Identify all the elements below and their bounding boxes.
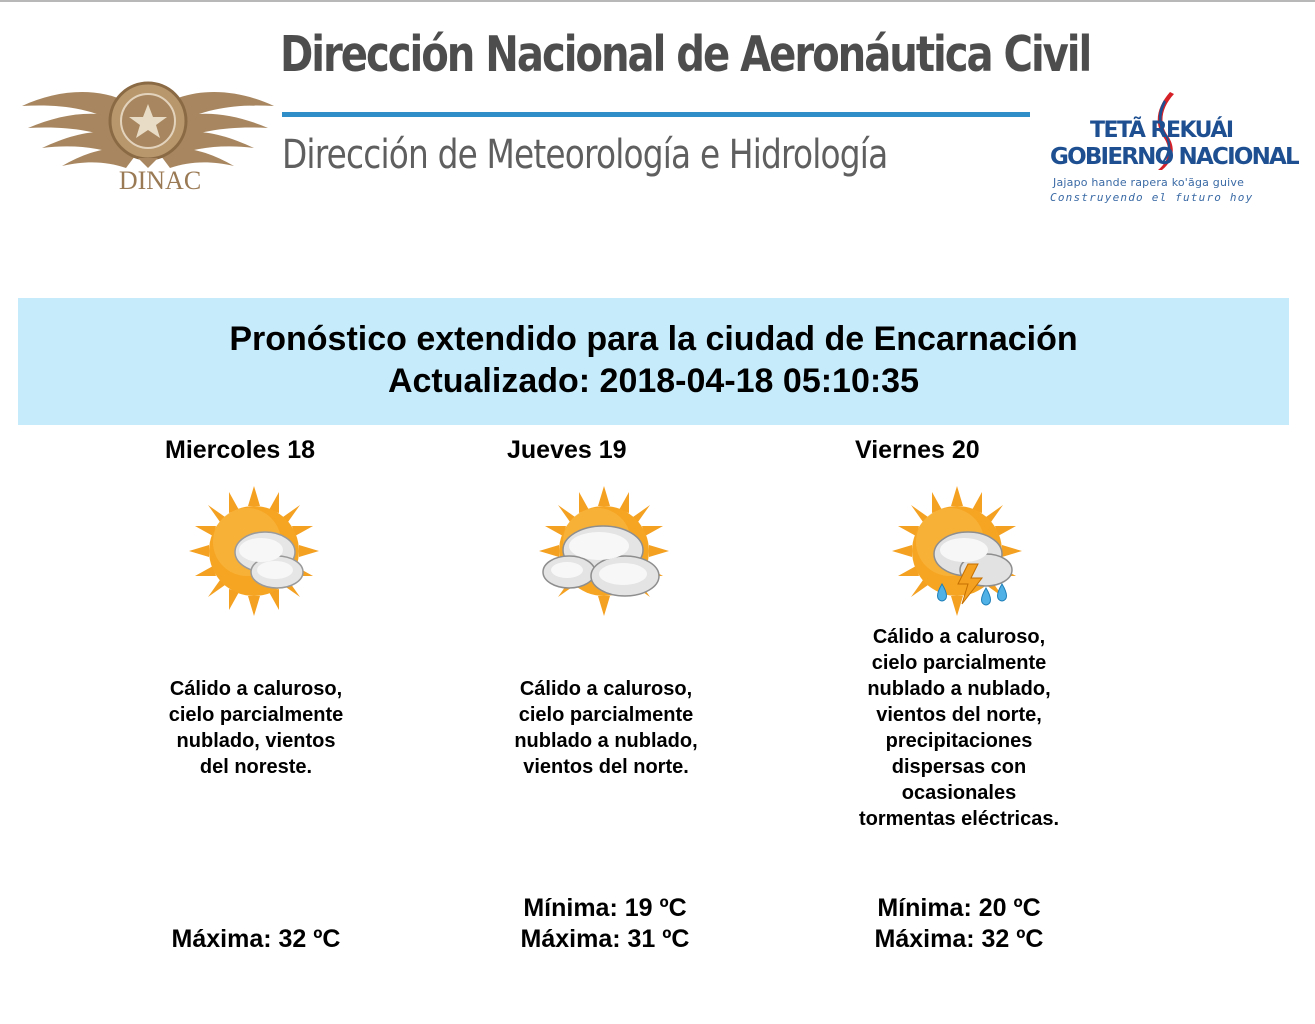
top-border bbox=[0, 0, 1315, 2]
dinac-logo-text: DINAC bbox=[118, 166, 202, 195]
forecast-updated: Actualizado: 2018-04-18 05:10:35 bbox=[387, 362, 920, 400]
gov-slogan-guarani: Jajapo hande rapera ko'ãga guive bbox=[1053, 176, 1245, 189]
day-description: Cálido a caluroso, cielo parcialmente nublado, vientos del noreste. bbox=[168, 678, 344, 778]
gov-line-2: GOBIERNO NACIONAL bbox=[1050, 144, 1298, 170]
temp-max: Máxima: 32 ºC bbox=[874, 925, 1044, 953]
temps-block bbox=[855, 893, 1063, 955]
temps-block bbox=[507, 893, 703, 955]
sun-storm-icon bbox=[890, 484, 1024, 618]
agency-title: Dirección Nacional de Aeronáutica Civil bbox=[280, 26, 1091, 83]
day-description: Cálido a caluroso, cielo parcialmente nublado a nublado, vientos del norte, precipitaciones dispersas con ocasionales tormentas eléctricas. bbox=[858, 626, 1060, 830]
day-name: Viernes 20 bbox=[855, 436, 980, 464]
day-name: Miercoles 18 bbox=[165, 436, 316, 464]
title-divider bbox=[282, 112, 1030, 117]
day-column-1 bbox=[165, 436, 405, 953]
day-column-3 bbox=[855, 436, 1095, 953]
forecast-heading-panel bbox=[18, 298, 1289, 425]
sun-clouds-icon bbox=[537, 484, 671, 618]
gov-line-1: TETÃ REKUÁI bbox=[1090, 118, 1233, 143]
temp-max: Máxima: 32 ºC bbox=[171, 925, 341, 953]
temp-min: Mínima: 19 ºC bbox=[523, 894, 687, 922]
temp-min: Mínima: 20 ºC bbox=[877, 894, 1041, 922]
agency-subtitle: Dirección de Meteorología e Hidrología bbox=[282, 132, 888, 178]
forecast-title: Pronóstico extendido para la ciudad de Encarnación bbox=[229, 320, 1078, 358]
sun-cloud-icon bbox=[187, 484, 321, 618]
header-banner bbox=[20, 24, 1298, 224]
day-column-2 bbox=[507, 436, 747, 953]
day-name: Jueves 19 bbox=[507, 436, 627, 464]
temp-max: Máxima: 31 ºC bbox=[520, 925, 690, 953]
day-description: Cálido a caluroso, cielo parcialmente nublado a nublado, vientos del norte. bbox=[514, 678, 698, 778]
gov-slogan-spanish: Construyendo el futuro hoy bbox=[1050, 191, 1254, 204]
gobierno-nacional-logo bbox=[1050, 90, 1298, 210]
